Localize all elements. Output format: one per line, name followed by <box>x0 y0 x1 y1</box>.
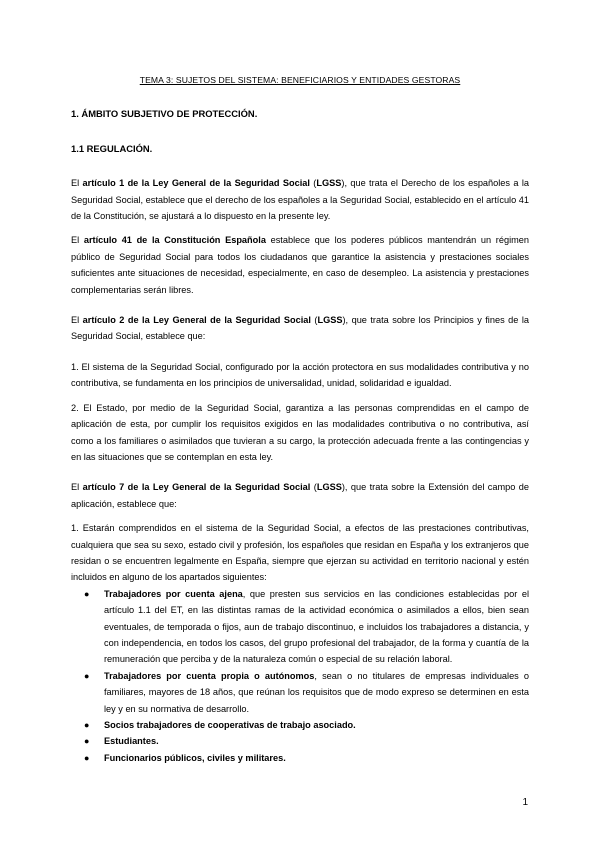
list-item-bold: Socios trabajadores de cooperativas de trabajo asociado. <box>104 720 356 730</box>
list-item <box>84 668 530 717</box>
bullet-icon: ● <box>84 736 90 747</box>
list-item-text: , sean o no titulares de empresas individuales o familiares, mayores de 18 años, que reúnan los requisitos que de modo expreso se determinen en esta ley y en su normativa de desarrollo. <box>104 670 530 714</box>
p6-text-c: ( <box>310 482 317 493</box>
p1-bold-article: artículo 1 de la Ley General de la Seguridad Social <box>82 178 310 189</box>
bullet-list <box>71 586 529 766</box>
p1-text-a: El <box>71 178 83 189</box>
paragraph-point-1: 1. El sistema de la Seguridad Social, configurado por la acción protectora en sus modalidades contributiva y no contributiva, se fundamenta en los principios de universalidad, unidad, solidaridad e igualdad. <box>71 361 529 389</box>
p3-bold-lgss: LGSS <box>317 315 343 326</box>
list-item <box>84 733 529 749</box>
paragraph-article-41 <box>71 232 529 298</box>
list-item-bold: Funcionarios públicos, civiles y militares. <box>104 752 286 763</box>
bullet-icon: ● <box>84 588 90 599</box>
p2-bold-article: artículo 41 de la Constitución Española <box>83 235 266 246</box>
list-item <box>84 750 529 766</box>
list-item <box>84 586 529 668</box>
subsection-heading: 1.1 REGULACIÓN. <box>71 142 153 154</box>
p6-bold-lgss: LGSS <box>316 482 342 493</box>
p6-text-e: ), que trata sobre la Extensión del campo de aplicación, establece que: <box>71 482 529 509</box>
list-item-text: , que presten sus servicios en las condiciones establecidas por el artículo 1.1 del ET, en las distintas ramas de la actividad económica o asimilados a ellos, bien sean eventuales, de temporada o fijos, aun de trabajo discontinuo, e incluidos los trabajadores a distancia, y con independencia, en todos los casos, del grupo profesional del trabajador, de la forma y cuantía de la remuneración que perciba y de la naturaleza común o especial de su relación laboral. <box>104 588 529 665</box>
page-number: 1 <box>522 797 528 808</box>
p2-text-c: establece que los poderes públicos mantendrán un régimen público de Seguridad Social para todos los ciudadanos que garantice la asistencia y prestaciones sociales suficientes ante situaciones de necesidad, especialmente, en caso de desempleo. La asistencia y prestaciones complementarias serán libres. <box>71 235 529 295</box>
list-item-bold: Trabajadores por cuenta ajena <box>104 588 243 599</box>
bullet-icon: ● <box>84 720 90 730</box>
p6-bold-article: artículo 7 de la Ley General de la Seguridad Social <box>82 482 311 493</box>
paragraph-article-1 <box>71 175 529 224</box>
paragraph-article-7-point-1: 1. Estarán comprendidos en el sistema de la Seguridad Social, a efectos de las prestaciones contributivas, cualquiera que sea su sexo, estado civil y profesión, los españoles que residan en España y los extranjeros que residan o se encuentren legalmente en España, siempre que ejerzan su actividad en territorio nacional y estén incluidos en alguno de los apartados siguientes: <box>71 523 529 583</box>
paragraph-article-7 <box>71 479 529 512</box>
p6-text-a: El <box>71 482 83 493</box>
p1-text-e: ), que trata el Derecho de los españoles a la Seguridad Social, establece que el derecho de los españoles a la Seguridad Social, establecido en el artículo 41 de la Constitución, se ajustará a lo dispuesto en la presente ley. <box>71 178 529 222</box>
p1-bold-lgss: LGSS <box>316 178 342 189</box>
p3-text-a: El <box>71 315 83 326</box>
paragraph-article-2 <box>71 312 529 345</box>
list-item-bold: Estudiantes. <box>104 736 159 747</box>
list-item <box>84 717 529 733</box>
bullet-icon: ● <box>84 752 90 763</box>
p2-text-a: El <box>71 235 84 246</box>
p3-bold-article: artículo 2 de la Ley General de la Seguridad Social <box>82 315 311 326</box>
p3-text-e: ), que trata sobre los Principios y fines de la Seguridad Social, establece que: <box>71 315 529 342</box>
p3-text-c: ( <box>310 315 318 326</box>
p1-text-c: ( <box>309 178 317 189</box>
page-content <box>71 72 529 766</box>
paragraph-point-2: 2. El Estado, por medio de la Seguridad Social, garantiza a las personas comprendidas en el campo de aplicación de esta, por cumplir los requisitos exigidos en las modalidades contributiva o no contributiva, así como a los familiares o asimilados que tuvieran a su cargo, la protección adecuada frente a las contingencias y en las situaciones que se contemplan en esta ley. <box>71 402 529 462</box>
document-title: TEMA 3: SUJETOS DEL SISTEMA: BENEFICIARIOS Y ENTIDADES GESTORAS <box>139 75 461 85</box>
bullet-icon: ● <box>84 670 90 681</box>
list-item-bold: Trabajadores por cuenta propia o autónomos <box>104 670 315 681</box>
section-heading: 1. ÁMBITO SUBJETIVO DE PROTECCIÓN. <box>71 108 258 120</box>
